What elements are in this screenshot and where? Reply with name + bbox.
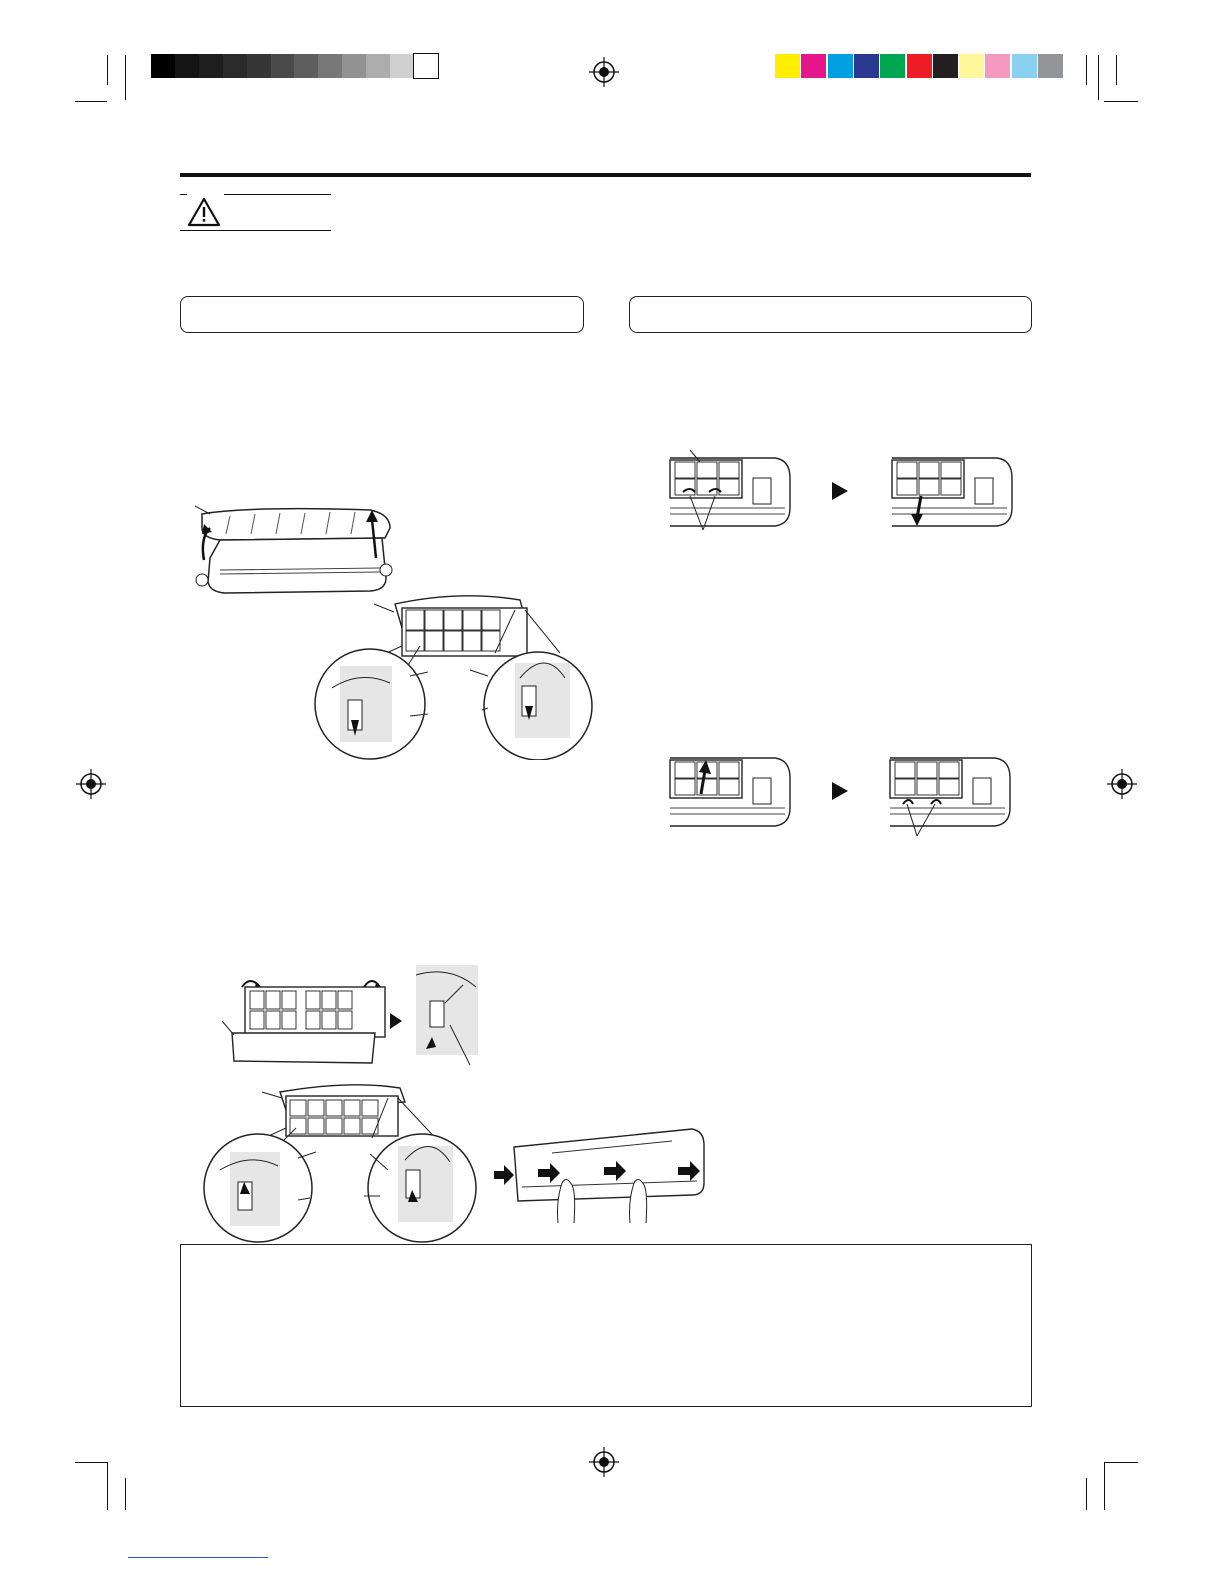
color-swatch (907, 54, 932, 78)
color-swatch (959, 54, 984, 78)
gray-swatch (414, 54, 438, 78)
step-separator-icon (830, 480, 850, 502)
gray-swatch (342, 54, 366, 78)
gray-swatch (151, 54, 175, 78)
registration-mark-right (1107, 769, 1137, 799)
gray-swatch (390, 54, 414, 78)
gray-swatch (318, 54, 342, 78)
remove-filter-step2 (887, 448, 1017, 533)
gray-swatch (199, 54, 223, 78)
color-swatch (933, 54, 958, 78)
insert-filter-step1 (665, 748, 795, 833)
caution-label (180, 194, 331, 231)
gray-swatch (175, 54, 199, 78)
insert-filter-step2 (885, 748, 1015, 843)
color-swatch (854, 54, 879, 78)
gray-swatch (247, 54, 271, 78)
note-box (180, 1244, 1032, 1407)
gray-swatch (366, 54, 390, 78)
registration-mark-top (589, 57, 619, 87)
close-panel-illustration (220, 965, 490, 1075)
right-section-header (629, 296, 1032, 333)
remove-filter-step1 (665, 448, 795, 533)
gray-swatch (223, 54, 247, 78)
warning-triangle-icon (186, 196, 222, 233)
filter-detail-illustration (310, 588, 600, 760)
reattach-panel-illustration (200, 1078, 480, 1243)
gray-swatch (271, 54, 295, 78)
color-swatch (985, 54, 1010, 78)
color-swatch (880, 54, 905, 78)
press-panel-illustration (492, 1123, 712, 1225)
gray-swatch (294, 54, 318, 78)
color-swatch (1038, 54, 1063, 78)
color-swatch (1012, 54, 1037, 78)
open-panel-illustration (190, 498, 405, 598)
left-section-header (180, 296, 584, 333)
header-rule (180, 173, 1031, 177)
registration-mark-left (76, 769, 106, 799)
footer-underline (128, 1557, 268, 1558)
step-separator-icon-2 (830, 780, 850, 802)
color-swatch (801, 54, 826, 78)
registration-mark-bottom (589, 1447, 619, 1477)
arrow-right-icon (494, 1165, 514, 1185)
color-swatch (828, 54, 853, 78)
color-swatch (775, 54, 800, 78)
